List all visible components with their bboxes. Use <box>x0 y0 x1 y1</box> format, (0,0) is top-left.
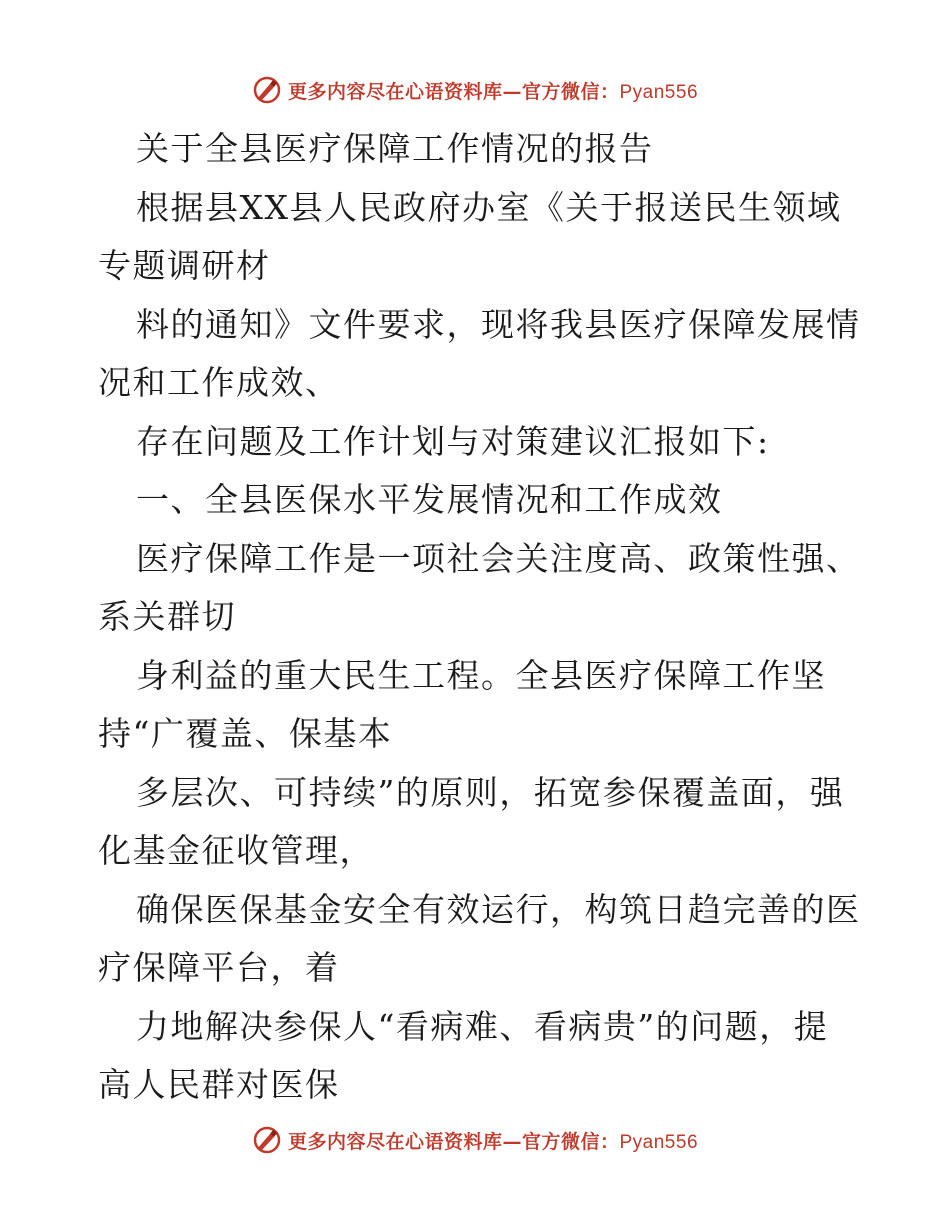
text-line: 持“广覆盖、保基本 <box>98 714 393 753</box>
text-line: 身利益的重大民生工程。全县医疗保障工作坚 <box>136 655 826 695</box>
watermark-text: 更多内容尽在心语资料库—官方微信：Pyan556 <box>287 80 699 103</box>
text-line: 确保医保基金安全有效运行，构筑日趋完善的医 <box>136 889 861 929</box>
text-line: 高人民群对医保 <box>98 1065 340 1104</box>
text-line: 系关群切 <box>98 597 236 636</box>
text-line: 关于全县医疗保障工作情况的报告 <box>136 129 654 168</box>
text-line: 化基金征收管理， <box>98 831 374 870</box>
text-line: 多层次、可持续”的原则，拓宽参保覆盖面，强 <box>136 772 845 812</box>
text-line: 存在问题及工作计划与对策建议汇报如下: <box>136 421 770 461</box>
header-watermark <box>0 70 950 110</box>
pen-logo-icon <box>252 75 282 105</box>
text-line: 根据县XX县人民政府办室《关于报送民生领域 <box>136 187 842 227</box>
text-line: 专题调研材 <box>98 246 271 285</box>
text-line: 一、全县医保水平发展情况和工作成效 <box>136 480 723 519</box>
watermark-text: 更多内容尽在心语资料库—官方微信：Pyan556 <box>287 1130 699 1153</box>
footer-watermark <box>0 1120 950 1160</box>
text-line: 力地解决参保人“看病难、看病贵”的问题，提 <box>136 1006 829 1046</box>
text-line: 况和工作成效、 <box>98 363 340 402</box>
pen-logo-icon <box>252 1125 282 1155</box>
text-line: 医疗保障工作是一项社会关注度高、政策性强、 <box>136 538 861 578</box>
text-line: 疗保障平台，着 <box>98 948 340 987</box>
text-line: 料的通知》文件要求，现将我县医疗保障发展情 <box>136 304 861 344</box>
document-body <box>98 120 861 1115</box>
